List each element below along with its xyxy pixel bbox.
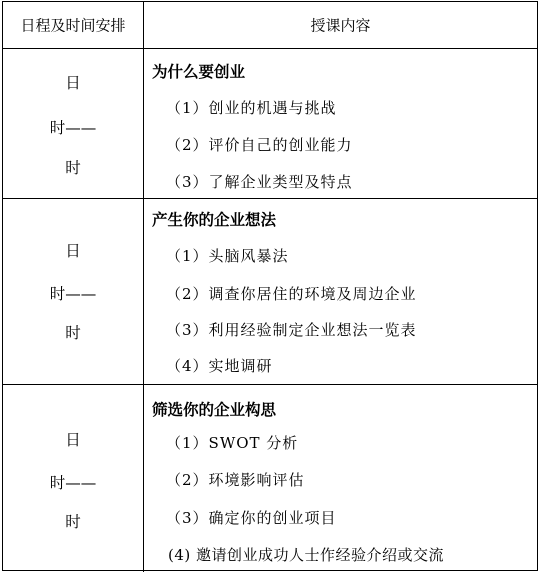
header-cell-content	[144, 2, 537, 48]
list-item: （4）实地调研	[166, 357, 273, 375]
schedule-time-to: 时	[65, 324, 81, 342]
schedule-time-from: 时——	[49, 474, 97, 492]
list-item: （3）了解企业类型及特点	[166, 173, 353, 191]
schedule-cell	[3, 385, 144, 572]
section-title: 产生你的企业想法	[152, 211, 277, 229]
list-item: （1）创业的机遇与挑战	[166, 99, 337, 117]
list-item: （1）头脑风暴法	[166, 247, 289, 265]
schedule-time-to: 时	[65, 513, 81, 531]
table-row-section-1	[3, 49, 537, 199]
schedule-day: 日	[65, 74, 81, 92]
list-item: （2）调查你居住的环境及周边企业	[166, 285, 417, 303]
table-header-row	[3, 2, 537, 49]
header-content-label: 授课内容	[310, 16, 371, 35]
content-cell	[144, 385, 537, 572]
schedule-cell	[3, 199, 144, 384]
schedule-day: 日	[65, 431, 81, 449]
content-cell	[144, 199, 537, 384]
section-title: 为什么要创业	[152, 63, 246, 81]
list-item: （3）确定你的创业项目	[166, 509, 337, 527]
schedule-day: 日	[65, 242, 81, 260]
list-item: （1）SWOT 分析	[166, 434, 299, 452]
list-item: （3）利用经验制定企业想法一览表	[166, 321, 417, 339]
list-item: （2）评价自己的创业能力	[166, 136, 353, 154]
content-cell	[144, 49, 537, 198]
list-item: (4) 邀请创业成功人士作经验介绍或交流	[168, 546, 445, 564]
schedule-time-from: 时——	[49, 285, 97, 303]
table-row-section-2	[3, 199, 537, 385]
list-item: （2）环境影响评估	[166, 471, 305, 489]
header-schedule-label: 日程及时间安排	[20, 16, 126, 35]
schedule-time-from: 时——	[49, 119, 97, 137]
section-title: 筛选你的企业构思	[152, 401, 277, 419]
table-row-section-3	[3, 385, 537, 572]
schedule-time-to: 时	[65, 159, 81, 177]
course-schedule-table	[2, 1, 538, 571]
header-cell-schedule	[3, 2, 144, 48]
schedule-cell	[3, 49, 144, 198]
